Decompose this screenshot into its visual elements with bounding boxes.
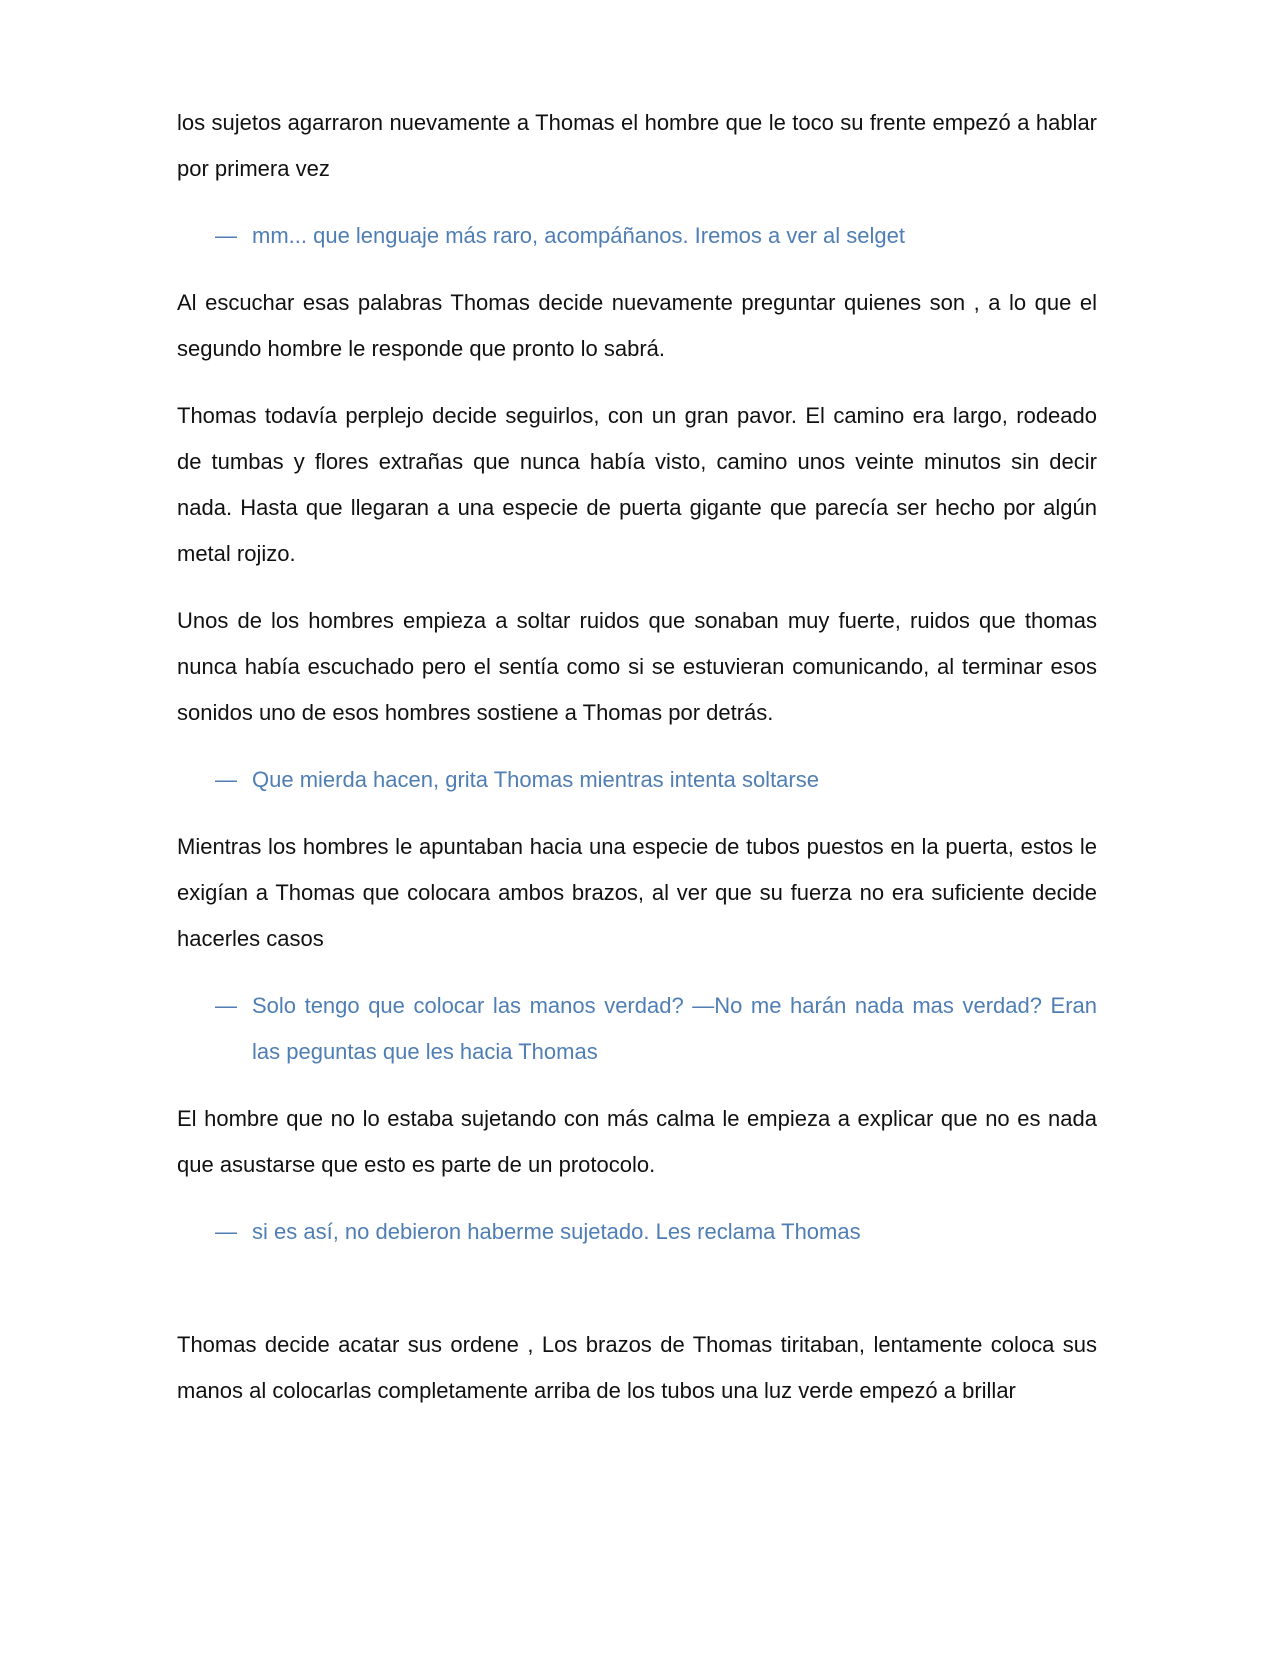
dialogue-dash: — [215,223,237,248]
paragraph-5: Mientras los hombres le apuntaban hacia una especie de tubos puestos en la puerta, estos le exigían a Thomas que colocara ambos brazos, al ver que su fuerza no era suficiente decide hacerles casos [177,834,1097,951]
dialogue-text: mm... que lenguaje más raro, acompáñanos. Iremos a ver al selget [252,223,905,248]
dialogue-3 [177,983,1097,1075]
dialogue-2 [177,757,1097,803]
dialogue-dash: — [215,767,237,792]
dialogue-4 [177,1209,1097,1255]
dialogue-1 [177,213,1097,259]
paragraph-2: Al escuchar esas palabras Thomas decide nuevamente preguntar quienes son , a lo que el segundo hombre le responde que pronto lo sabrá. [177,290,1097,361]
dialogue-text: Que mierda hacen, grita Thomas mientras intenta soltarse [252,767,819,792]
document-page [177,100,1097,1435]
dialogue-text: Solo tengo que colocar las manos verdad? —No me harán nada mas verdad? Eran las peguntas que les hacia Thomas [252,993,1097,1064]
dialogue-dash: — [215,993,237,1018]
paragraph-7: Thomas decide acatar sus ordene , Los brazos de Thomas tiritaban, lentamente coloca sus manos al colocarlas completamente arriba de los tubos una luz verde empezó a brillar [177,1332,1097,1403]
dialogue-dash: — [215,1219,237,1244]
paragraph-6: El hombre que no lo estaba sujetando con más calma le empieza a explicar que no es nada que asustarse que esto es parte de un protocolo. [177,1106,1097,1177]
paragraph-3: Thomas todavía perplejo decide seguirlos, con un gran pavor. El camino era largo, rodeado de tumbas y flores extrañas que nunca había visto, camino unos veinte minutos sin decir nada. Hasta que llegaran a una especie de puerta gigante que parecía ser hecho por algún metal rojizo. [177,403,1097,566]
paragraph-1: los sujetos agarraron nuevamente a Thomas el hombre que le toco su frente empezó a hablar por primera vez [177,110,1097,181]
blank-line [177,1276,1097,1322]
paragraph-4: Unos de los hombres empieza a soltar ruidos que sonaban muy fuerte, ruidos que thomas nunca había escuchado pero el sentía como si se estuvieran comunicando, al terminar esos sonidos uno de esos hombres sostiene a Thomas por detrás. [177,608,1097,725]
dialogue-text: si es así, no debieron haberme sujetado. Les reclama Thomas [252,1219,861,1244]
